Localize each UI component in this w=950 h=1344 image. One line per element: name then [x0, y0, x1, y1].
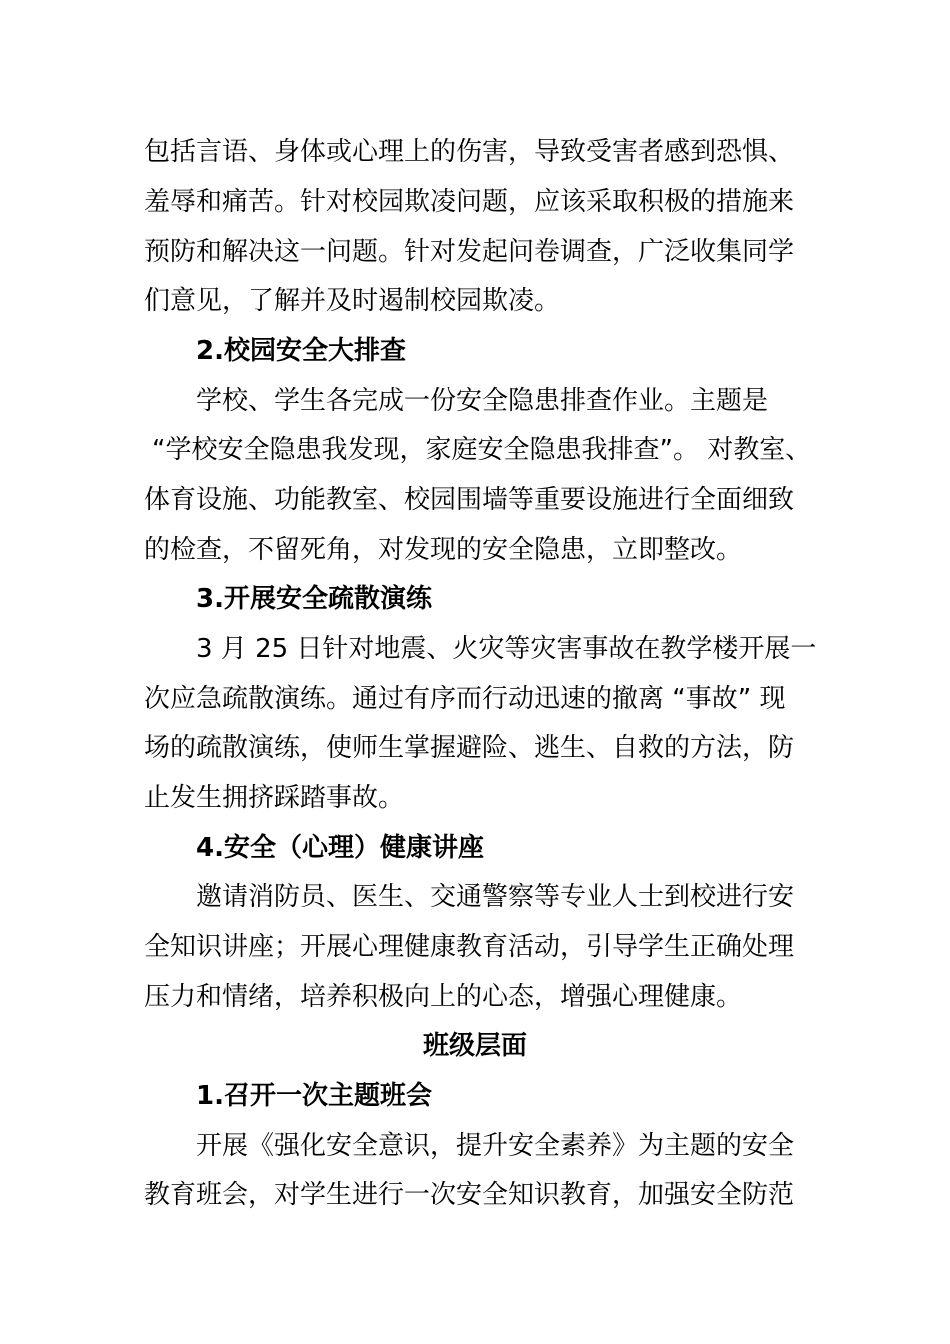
paragraph-line: 包括言语、身体或心理上的伤害，导致受害者感到恐惧、 — [144, 137, 795, 167]
section-title-class-level: 班级层面 — [422, 1031, 527, 1061]
section-heading-health-lecture: 4.安全（心理）健康讲座 — [196, 833, 484, 863]
paragraph-line: 压力和情绪，培养积极向上的心态，增强心理健康。 — [144, 982, 743, 1012]
paragraph-line: 场的疏散演练，使师生掌握避险、逃生、自救的方法，防 — [144, 733, 795, 763]
paragraph-line: 们意见，了解并及时遏制校园欺凌。 — [144, 286, 561, 316]
paragraph-line: 3 月 25 日针对地震、火灾等灾害事故在教学楼开展一 — [196, 634, 817, 664]
paragraph-line: 的检查，不留死角，对发现的安全隐患，立即整改。 — [144, 535, 743, 565]
paragraph-line: 止发生拥挤踩踏事故。 — [144, 783, 405, 813]
paragraph-line: 教育班会，对学生进行一次安全知识教育，加强安全防范 — [144, 1180, 795, 1210]
section-heading-school-safety-check: 2.校园安全大排查 — [196, 336, 406, 366]
paragraph-line: 羞辱和痛苦。针对校园欺凌问题，应该采取积极的措施来 — [144, 187, 795, 217]
paragraph-line: 预防和解决这一问题。针对发起问卷调查，广泛收集同学 — [144, 237, 795, 267]
paragraph-line: “学校安全隐患我发现，家庭安全隐患我排查”。 对教室、 — [152, 435, 812, 465]
paragraph-line: 全知识讲座；开展心理健康教育活动，引导学生正确处理 — [144, 932, 795, 962]
paragraph-line: 次应急疏散演练。通过有序而行动迅速的撤离 “事故” 现 — [144, 684, 786, 714]
section-heading-evacuation-drill: 3.开展安全疏散演练 — [196, 584, 432, 614]
paragraph-line: 邀请消防员、医生、交通警察等专业人士到校进行安 — [196, 882, 795, 912]
section-heading-class-meeting: 1.召开一次主题班会 — [196, 1081, 432, 1111]
paragraph-line: 体育设施、功能教室、校园围墙等重要设施进行全面细致 — [144, 485, 795, 515]
paragraph-line: 开展《强化安全意识，提升安全素养》为主题的安全 — [196, 1131, 795, 1161]
paragraph-line: 学校、学生各完成一份安全隐患排查作业。主题是 — [196, 386, 769, 416]
